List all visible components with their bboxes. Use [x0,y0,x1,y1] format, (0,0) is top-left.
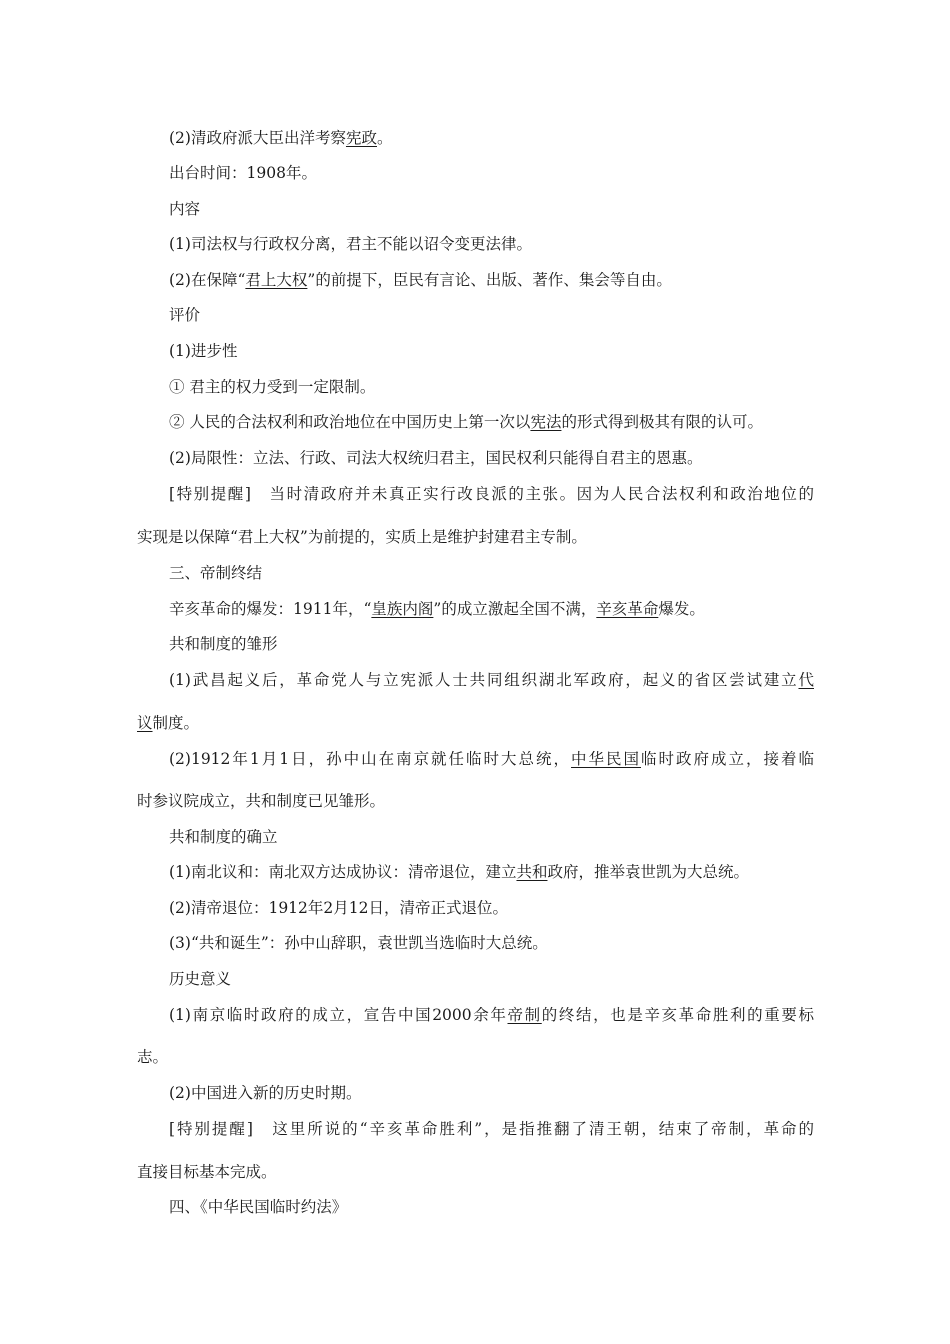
text-run: (1)南北议和：南北双方达成协议：清帝退位，建立 [169,863,517,881]
text-run: 历史意义 [169,970,232,988]
text-line [169,411,814,433]
text-run: 爆发。 [658,600,705,618]
text-line [169,376,814,398]
text-run: 直接目标基本完成。 [137,1163,277,1181]
text-run: 内容 [169,200,201,218]
text-line [169,1118,814,1140]
text-line [169,598,814,620]
text-line [169,340,814,362]
text-line [169,162,814,184]
text-run: (1)南京临时政府的成立，宣告中国2000余年 [169,1006,508,1024]
text-run: 时参议院成立，共和制度已见雏形。 [137,792,386,810]
text-line [169,932,814,954]
text-run: 的形式得到极其有限的认可。 [561,413,763,431]
text-run: (1)武昌起义后，革命党人与立宪派人士共同组织湖北军政府，起义的省区尝试建立 [169,671,799,689]
text-run: [特别提醒] 当时清政府并未真正实行改良派的主张。因为人民合法权利和政治地位的 [169,485,814,503]
underlined-answer: 宪法 [530,413,562,431]
text-line [137,712,814,734]
text-run: (2)中国进入新的历史时期。 [169,1084,362,1102]
text-run: 三、帝制终结 [169,564,263,582]
underlined-answer: 君上大权 [245,271,308,289]
text-run: 共和制度的确立 [169,828,278,846]
text-run: 。 [376,129,393,147]
text-run: 的终结，也是辛亥革命胜利的重要标 [541,1006,814,1024]
text-line [169,669,814,691]
text-run: (2)在保障“ [169,271,246,289]
text-line [169,233,814,255]
text-run: 评价 [169,306,201,324]
text-line [137,790,814,812]
text-run: 出台时间：1908年。 [169,164,317,182]
underlined-answer: 宪政 [345,129,377,147]
text-line [169,633,814,655]
text-run: (1)司法权与行政权分离，君主不能以诏令变更法律。 [169,235,532,253]
text-run: 志。 [137,1048,169,1066]
underlined-answer: 代 [798,671,814,689]
text-line [169,897,814,919]
underlined-answer: 共和 [516,863,548,881]
text-run: ”的成立激起全国不满， [433,600,597,618]
text-run: 四、《中华民国临时约法》 [169,1198,348,1216]
text-run: (3)“共和诞生”：孙中山辞职，袁世凯当选临时大总统。 [169,934,548,952]
text-run: ”的前提下，臣民有言论、出版、著作、集会等自由。 [307,271,672,289]
text-run: [特别提醒] 这里所说的“辛亥革命胜利”，是指推翻了清王朝，结束了帝制，革命的 [169,1120,814,1138]
text-run: (1)进步性 [169,342,238,360]
text-line [137,1161,814,1183]
text-run: 政府，推举袁世凯为大总统。 [547,863,749,881]
text-line [169,483,814,505]
text-run: 辛亥革命的爆发：1911年，“ [169,600,372,618]
underlined-answer: 帝制 [507,1006,542,1024]
underlined-answer: 中华民国 [571,750,642,768]
text-line [169,127,814,149]
text-line [169,447,814,469]
text-run: 制度。 [152,714,200,732]
text-line [169,198,814,220]
text-line [169,748,814,770]
text-run: ② 人民的合法权利和政治地位在中国历史上第一次以 [169,413,531,431]
text-line [137,1046,814,1068]
text-line [169,826,814,848]
text-run: (2)清帝退位：1912年2月12日，清帝正式退位。 [169,899,508,917]
text-line [169,1196,814,1218]
text-run: ① 君主的权力受到一定限制。 [169,378,376,396]
text-line [169,562,814,584]
text-line [169,304,814,326]
text-line [169,968,814,990]
text-run: 实现是以保障“君上大权”为前提的，实质上是维护封建君主专制。 [137,528,587,546]
underlined-answer: 辛亥革命 [596,600,659,618]
underlined-answer: 皇族内阁 [371,600,434,618]
text-run: (2)清政府派大臣出洋考察 [169,129,346,147]
underlined-answer: 议 [137,714,153,732]
text-run: 临时政府成立，接着临 [641,750,814,768]
text-line [169,1082,814,1104]
text-line [169,269,814,291]
text-line [169,1004,814,1026]
text-run: (2)1912年1月1日，孙中山在南京就任临时大总统， [169,750,572,768]
text-line [137,526,814,548]
text-line [169,861,814,883]
text-run: (2)局限性：立法、行政、司法大权统归君主，国民权利只能得自君主的恩惠。 [169,449,703,467]
text-run: 共和制度的雏形 [169,635,278,653]
